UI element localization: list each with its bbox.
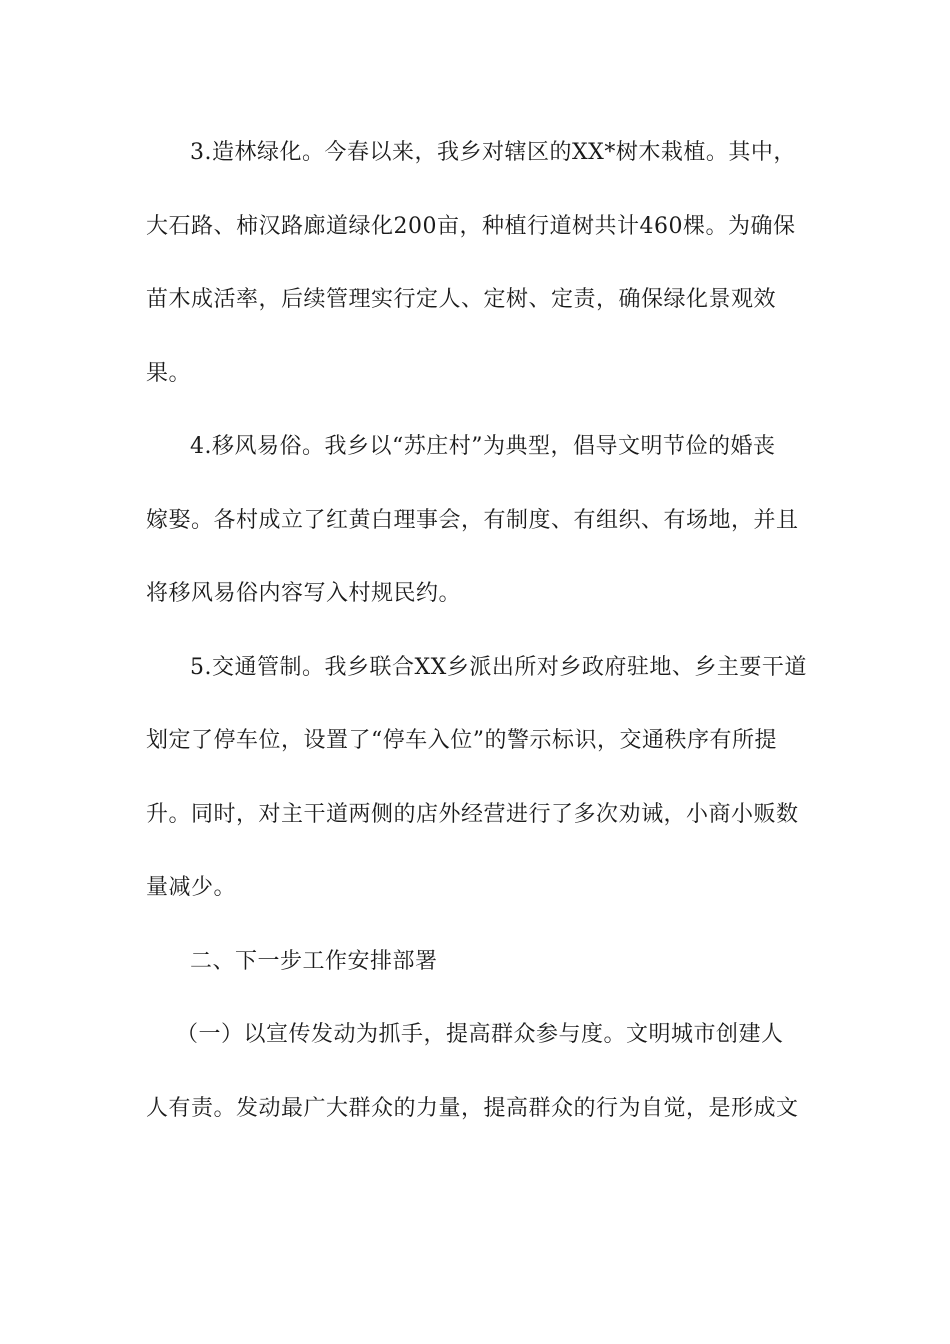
- section-heading-next-steps: 二、下一步工作安排部署: [190, 948, 438, 974]
- document-body: [146, 116, 806, 1145]
- paragraph-afforestation-line-2: 大石路、柿汉路廊道绿化200亩，种植行道树共计460棵。为确保: [146, 213, 796, 239]
- paragraph-afforestation-line-3: 苗木成活率，后续管理实行定人、定树、定责，确保绿化景观效: [146, 287, 777, 312]
- paragraph-afforestation-line-4: 果。: [146, 360, 192, 386]
- paragraph-traffic-line-1: 5.交通管制。我乡联合XX乡派出所对乡政府驻地、乡主要干道: [190, 654, 807, 680]
- paragraph-customs-line-2: 嫁娶。各村成立了红黄白理事会，有制度、有组织、有场地，并且: [146, 507, 799, 533]
- paragraph-customs-line-3: 将移风易俗内容写入村规民约。: [146, 581, 462, 606]
- paragraph-traffic-line-2: 划定了停车位，设置了“停车入位”的警示标识，交通秩序有所提: [146, 728, 777, 753]
- paragraph-publicity-line-2: 人有责。发动最广大群众的力量，提高群众的行为自觉，是形成文: [146, 1095, 799, 1121]
- paragraph-afforestation-line-1: 3.造林绿化。今春以来，我乡对辖区的XX*树木栽植。其中，: [190, 140, 796, 165]
- paragraph-customs-line-1: 4.移风易俗。我乡以“苏庄村”为典型，倡导文明节俭的婚丧: [190, 434, 776, 459]
- paragraph-traffic-line-3: 升。同时，对主干道两侧的店外经营进行了多次劝诫，小商小贩数: [146, 801, 799, 827]
- paragraph-traffic-line-4: 量减少。: [146, 875, 237, 900]
- paragraph-publicity-line-1: （一）以宣传发动为抓手，提高群众参与度。文明城市创建人: [176, 1022, 784, 1047]
